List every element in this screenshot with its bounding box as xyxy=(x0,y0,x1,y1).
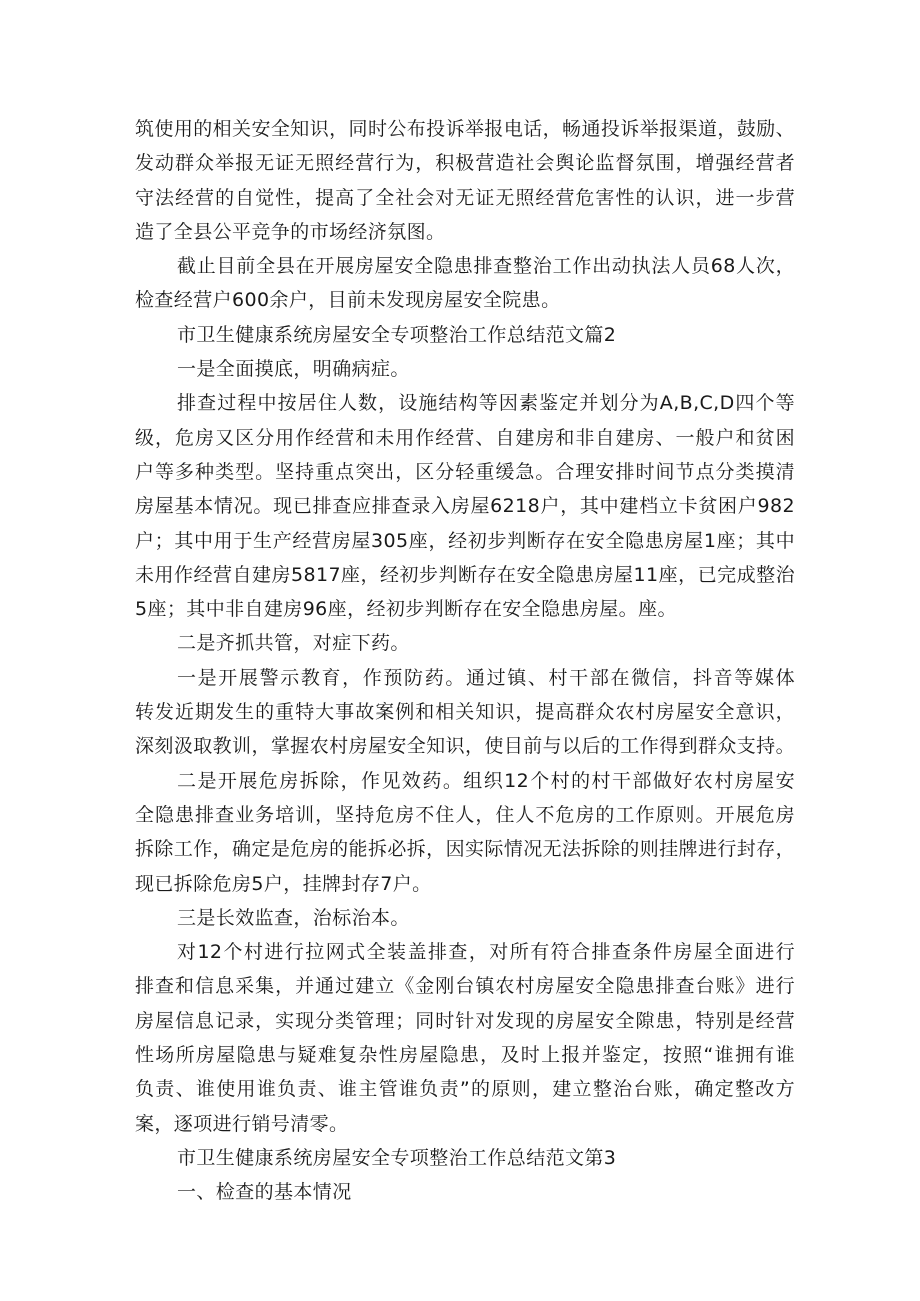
text-line: 转发近期发生的重特大事故案例和相关知识，提高群众农村房屋安全意识， xyxy=(135,701,795,724)
text-line: 全隐患排查业务培训，坚持危房不住人，住人不危房的工作原则。开展危房 xyxy=(135,803,795,826)
text-line: 拆除工作，确定是危房的能拆必拆，因实际情况无法拆除的则挂牌进行封存， xyxy=(135,838,795,861)
text-line: 级，危房又区分用作经营和未用作经营、自建房和非自建房、一般户和贫困 xyxy=(135,426,795,449)
paragraph-start-line: 二是开展危房拆除，作见效药。组织12个村的村干部做好农村房屋安 xyxy=(177,769,795,792)
text-line: 负责、谁使用谁负责、谁主管谁负责”的原则，建立整治台账，确定整改方 xyxy=(135,1078,795,1101)
text-line: 排查和信息采集，并通过建立《金刚台镇农村房屋安全隐患排查台账》进行 xyxy=(135,975,795,998)
paragraph-start-line: 一是开展警示教育，作预防药。通过镇、村干部在微信，抖音等媒体 xyxy=(177,666,795,689)
text-line: 未用作经营自建房5817座，经初步判断存在安全隐患房屋11座，已完成整治 xyxy=(135,563,795,586)
subsection-heading: 一、检查的基本情况 xyxy=(177,1181,352,1204)
subsection-heading: 一是全面摸底，明确病症。 xyxy=(177,358,410,381)
text-line: 造了全县公平竞争的市场经济氛图。 xyxy=(135,220,446,243)
text-line: 现已拆除危房5户，挂牌封存7户。 xyxy=(135,872,432,895)
text-line: 性场所房屋隐患与疑难复杂性房屋隐患，及时上报并鉴定，按照“谁拥有谁 xyxy=(135,1044,795,1067)
section-heading: 市卫生健康系统房屋安全专项整治工作总结范文篇2 xyxy=(177,323,617,346)
text-line: 房屋信息记录，实现分类管理；同时针对发现的房屋安全隙患，特别是经营 xyxy=(135,1009,795,1032)
text-line: 户；其中用于生产经营房屋305座，经初步判断存在安全隐患房屋1座；其中 xyxy=(135,529,795,552)
text-line: 深刻汲取教训，掌握农村房屋安全知识，使目前与以后的工作得到群众支持。 xyxy=(135,735,795,758)
text-line: 发动群众举报无证无照经营行为，积极营造社会舆论监督氛围，增强经营者 xyxy=(135,152,795,175)
text-line: 守法经营的自觉性，提高了全社会对无证无照经营危害性的认识，进一步营 xyxy=(135,186,795,209)
paragraph-start-line: 排查过程中按居住人数，设施结构等因素鉴定并划分为A,B,C,D四个等 xyxy=(177,392,795,415)
text-line: 检查经营户600余户，目前未发现房屋安全院患。 xyxy=(135,289,561,312)
subsection-heading: 二是齐抓共管，对症下药。 xyxy=(177,632,410,655)
text-line: 房屋基本情况。现已排查应排查录入房屋6218户，其中建档立卡贫困户982 xyxy=(135,495,795,518)
text-line: 筑使用的相关安全知识，同时公布投诉举报电话，畅通投诉举报渠道，鼓励、 xyxy=(135,118,795,140)
paragraph-start-line: 截止目前全县在开展房屋安全隐患排查整治工作出动执法人员68人次， xyxy=(177,255,795,278)
section-heading: 市卫生健康系统房屋安全专项整治工作总结范文第3 xyxy=(177,1146,617,1169)
paragraph-start-line: 对12个村进行拉网式全装盖排查，对所有符合排查条件房屋全面进行 xyxy=(177,941,795,964)
text-line: 5座；其中非自建房96座，经初步判断存在安全隐患房屋。座。 xyxy=(135,598,677,621)
text-line: 户等多种类型。坚持重点突出，区分轻重缓急。合理安排时间节点分类摸清 xyxy=(135,460,795,483)
document-body xyxy=(135,112,795,1210)
text-line: 案，逐项进行销号清零。 xyxy=(135,1112,349,1135)
subsection-heading: 三是长效监查，治标治本。 xyxy=(177,906,410,929)
